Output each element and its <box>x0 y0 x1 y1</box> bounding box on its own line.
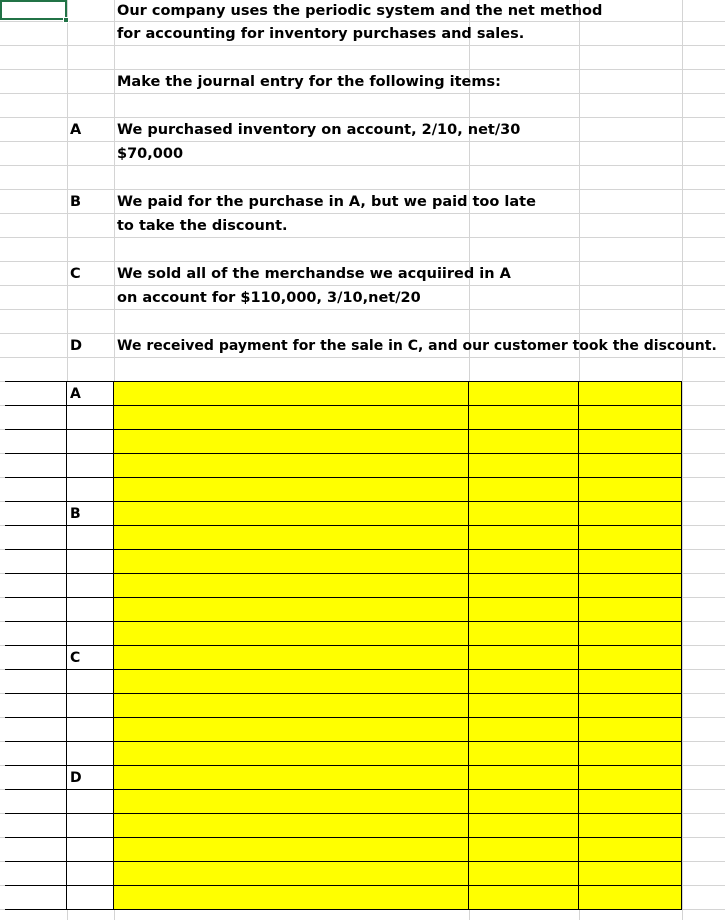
journal-account-cell[interactable] <box>114 814 469 838</box>
item-c-line-1: We sold all of the merchandse we acquiired in A <box>117 266 511 282</box>
journal-credit-cell[interactable] <box>579 382 682 406</box>
journal-debit-cell[interactable] <box>469 814 579 838</box>
journal-label-cell[interactable] <box>67 598 114 622</box>
journal-row <box>0 790 725 814</box>
journal-account-cell[interactable] <box>114 766 469 790</box>
journal-account-cell[interactable] <box>114 406 469 430</box>
journal-debit-cell[interactable] <box>469 430 579 454</box>
journal-account-cell[interactable] <box>114 838 469 862</box>
journal-account-cell[interactable] <box>114 670 469 694</box>
journal-label-cell[interactable] <box>67 814 114 838</box>
journal-blank-cell[interactable] <box>5 766 67 790</box>
journal-debit-cell[interactable] <box>469 646 579 670</box>
item-a-line-2: $70,000 <box>117 146 184 162</box>
journal-debit-cell[interactable] <box>469 622 579 646</box>
journal-debit-cell[interactable] <box>469 862 579 886</box>
journal-credit-cell[interactable] <box>579 670 682 694</box>
intro-line-1: Our company uses the periodic system and the net method <box>117 3 603 19</box>
journal-credit-cell[interactable] <box>579 430 682 454</box>
journal-section-label: D <box>70 770 82 786</box>
journal-debit-cell[interactable] <box>469 406 579 430</box>
journal-label-cell[interactable] <box>67 574 114 598</box>
journal-row <box>0 430 725 454</box>
journal-debit-cell[interactable] <box>469 574 579 598</box>
journal-label-cell[interactable] <box>67 550 114 574</box>
journal-blank-cell[interactable] <box>5 646 67 670</box>
journal-account-cell[interactable] <box>114 646 469 670</box>
journal-row <box>0 862 725 886</box>
journal-label-cell[interactable] <box>67 718 114 742</box>
journal-row <box>0 526 725 550</box>
journal-credit-cell[interactable] <box>579 694 682 718</box>
journal-row <box>0 814 725 838</box>
journal-blank-cell[interactable] <box>5 862 67 886</box>
journal-blank-cell[interactable] <box>5 382 67 406</box>
journal-row <box>0 886 725 910</box>
journal-debit-cell[interactable] <box>469 766 579 790</box>
journal-row <box>0 574 725 598</box>
journal-debit-cell[interactable] <box>469 526 579 550</box>
journal-debit-cell[interactable] <box>469 694 579 718</box>
item-b-line-1: We paid for the purchase in A, but we paid too late <box>117 194 536 210</box>
journal-row <box>0 502 725 526</box>
journal-debit-cell[interactable] <box>469 550 579 574</box>
item-d-line-1: We received payment for the sale in C, and our customer took the discount. <box>117 338 717 354</box>
journal-blank-cell[interactable] <box>5 406 67 430</box>
journal-credit-cell[interactable] <box>579 742 682 766</box>
journal-account-cell[interactable] <box>114 862 469 886</box>
journal-label-cell[interactable] <box>67 838 114 862</box>
journal-account-cell[interactable] <box>114 430 469 454</box>
item-c-line-2: on account for $110,000, 3/10,net/20 <box>117 290 421 306</box>
journal-credit-cell[interactable] <box>579 478 682 502</box>
journal-blank-cell[interactable] <box>5 574 67 598</box>
journal-blank-cell[interactable] <box>5 790 67 814</box>
journal-section-label: B <box>70 506 81 522</box>
journal-row <box>0 670 725 694</box>
journal-credit-cell[interactable] <box>579 886 682 910</box>
journal-row <box>0 646 725 670</box>
journal-blank-cell[interactable] <box>5 478 67 502</box>
intro-line-2: for accounting for inventory purchases and sales. <box>117 26 525 42</box>
journal-section-label: C <box>70 650 81 666</box>
journal-blank-cell[interactable] <box>5 718 67 742</box>
item-a-letter: A <box>70 122 82 138</box>
journal-debit-cell[interactable] <box>469 886 579 910</box>
journal-blank-cell[interactable] <box>5 886 67 910</box>
journal-row <box>0 550 725 574</box>
journal-blank-cell[interactable] <box>5 670 67 694</box>
journal-debit-cell[interactable] <box>469 718 579 742</box>
journal-credit-cell[interactable] <box>579 502 682 526</box>
journal-credit-cell[interactable] <box>579 454 682 478</box>
journal-blank-cell[interactable] <box>5 694 67 718</box>
journal-credit-cell[interactable] <box>579 814 682 838</box>
journal-blank-cell[interactable] <box>5 550 67 574</box>
journal-account-cell[interactable] <box>114 550 469 574</box>
journal-blank-cell[interactable] <box>5 838 67 862</box>
journal-account-cell[interactable] <box>114 694 469 718</box>
journal-label-cell[interactable] <box>67 886 114 910</box>
journal-debit-cell[interactable] <box>469 670 579 694</box>
journal-label-cell[interactable] <box>67 622 114 646</box>
journal-blank-cell[interactable] <box>5 454 67 478</box>
journal-blank-cell[interactable] <box>5 742 67 766</box>
item-a-line-1: We purchased inventory on account, 2/10, net/30 <box>117 122 521 138</box>
journal-row <box>0 838 725 862</box>
journal-label-cell[interactable] <box>67 406 114 430</box>
journal-label-cell[interactable] <box>67 454 114 478</box>
journal-label-cell[interactable] <box>67 790 114 814</box>
journal-blank-cell[interactable] <box>5 622 67 646</box>
journal-section-label: A <box>70 386 81 402</box>
journal-credit-cell[interactable] <box>579 598 682 622</box>
journal-blank-cell[interactable] <box>5 430 67 454</box>
journal-account-cell[interactable] <box>114 598 469 622</box>
journal-blank-cell[interactable] <box>5 814 67 838</box>
item-c-letter: C <box>70 266 81 282</box>
journal-debit-cell[interactable] <box>469 790 579 814</box>
journal-account-cell[interactable] <box>114 526 469 550</box>
item-b-line-2: to take the discount. <box>117 218 288 234</box>
journal-row <box>0 478 725 502</box>
journal-label-cell[interactable] <box>67 502 114 526</box>
intro-line-3: Make the journal entry for the following items: <box>117 74 501 90</box>
journal-credit-cell[interactable] <box>579 406 682 430</box>
journal-debit-cell[interactable] <box>469 742 579 766</box>
journal-label-cell[interactable] <box>67 862 114 886</box>
journal-label-cell[interactable] <box>67 742 114 766</box>
journal-label-cell[interactable] <box>67 766 114 790</box>
journal-credit-cell[interactable] <box>579 862 682 886</box>
journal-debit-cell[interactable] <box>469 454 579 478</box>
journal-row <box>0 382 725 406</box>
journal-blank-cell[interactable] <box>5 526 67 550</box>
item-d-letter: D <box>70 338 83 354</box>
journal-credit-cell[interactable] <box>579 526 682 550</box>
journal-label-cell[interactable] <box>67 478 114 502</box>
journal-label-cell[interactable] <box>67 670 114 694</box>
journal-label-cell[interactable] <box>67 694 114 718</box>
journal-label-cell[interactable] <box>67 526 114 550</box>
journal-credit-cell[interactable] <box>579 838 682 862</box>
journal-credit-cell[interactable] <box>579 766 682 790</box>
journal-account-cell[interactable] <box>114 454 469 478</box>
journal-account-cell[interactable] <box>114 502 469 526</box>
journal-account-cell[interactable] <box>114 478 469 502</box>
journal-account-cell[interactable] <box>114 790 469 814</box>
journal-account-cell[interactable] <box>114 718 469 742</box>
journal-row <box>0 694 725 718</box>
journal-label-cell[interactable] <box>67 646 114 670</box>
journal-debit-cell[interactable] <box>469 478 579 502</box>
journal-credit-cell[interactable] <box>579 622 682 646</box>
journal-account-cell[interactable] <box>114 574 469 598</box>
journal-account-cell[interactable] <box>114 742 469 766</box>
journal-row <box>0 742 725 766</box>
journal-row <box>0 598 725 622</box>
journal-row <box>0 406 725 430</box>
journal-row <box>0 622 725 646</box>
journal-debit-cell[interactable] <box>469 838 579 862</box>
item-b-letter: B <box>70 194 82 210</box>
journal-label-cell[interactable] <box>67 382 114 406</box>
journal-blank-cell[interactable] <box>5 502 67 526</box>
journal-account-cell[interactable] <box>114 382 469 406</box>
journal-account-cell[interactable] <box>114 622 469 646</box>
journal-credit-cell[interactable] <box>579 718 682 742</box>
journal-row <box>0 766 725 790</box>
journal-debit-cell[interactable] <box>469 382 579 406</box>
journal-credit-cell[interactable] <box>579 646 682 670</box>
journal-label-cell[interactable] <box>67 430 114 454</box>
journal-credit-cell[interactable] <box>579 790 682 814</box>
journal-row <box>0 454 725 478</box>
journal-credit-cell[interactable] <box>579 574 682 598</box>
journal-row <box>0 718 725 742</box>
journal-debit-cell[interactable] <box>469 502 579 526</box>
journal-account-cell[interactable] <box>114 886 469 910</box>
journal-credit-cell[interactable] <box>579 550 682 574</box>
journal-blank-cell[interactable] <box>5 598 67 622</box>
journal-debit-cell[interactable] <box>469 598 579 622</box>
